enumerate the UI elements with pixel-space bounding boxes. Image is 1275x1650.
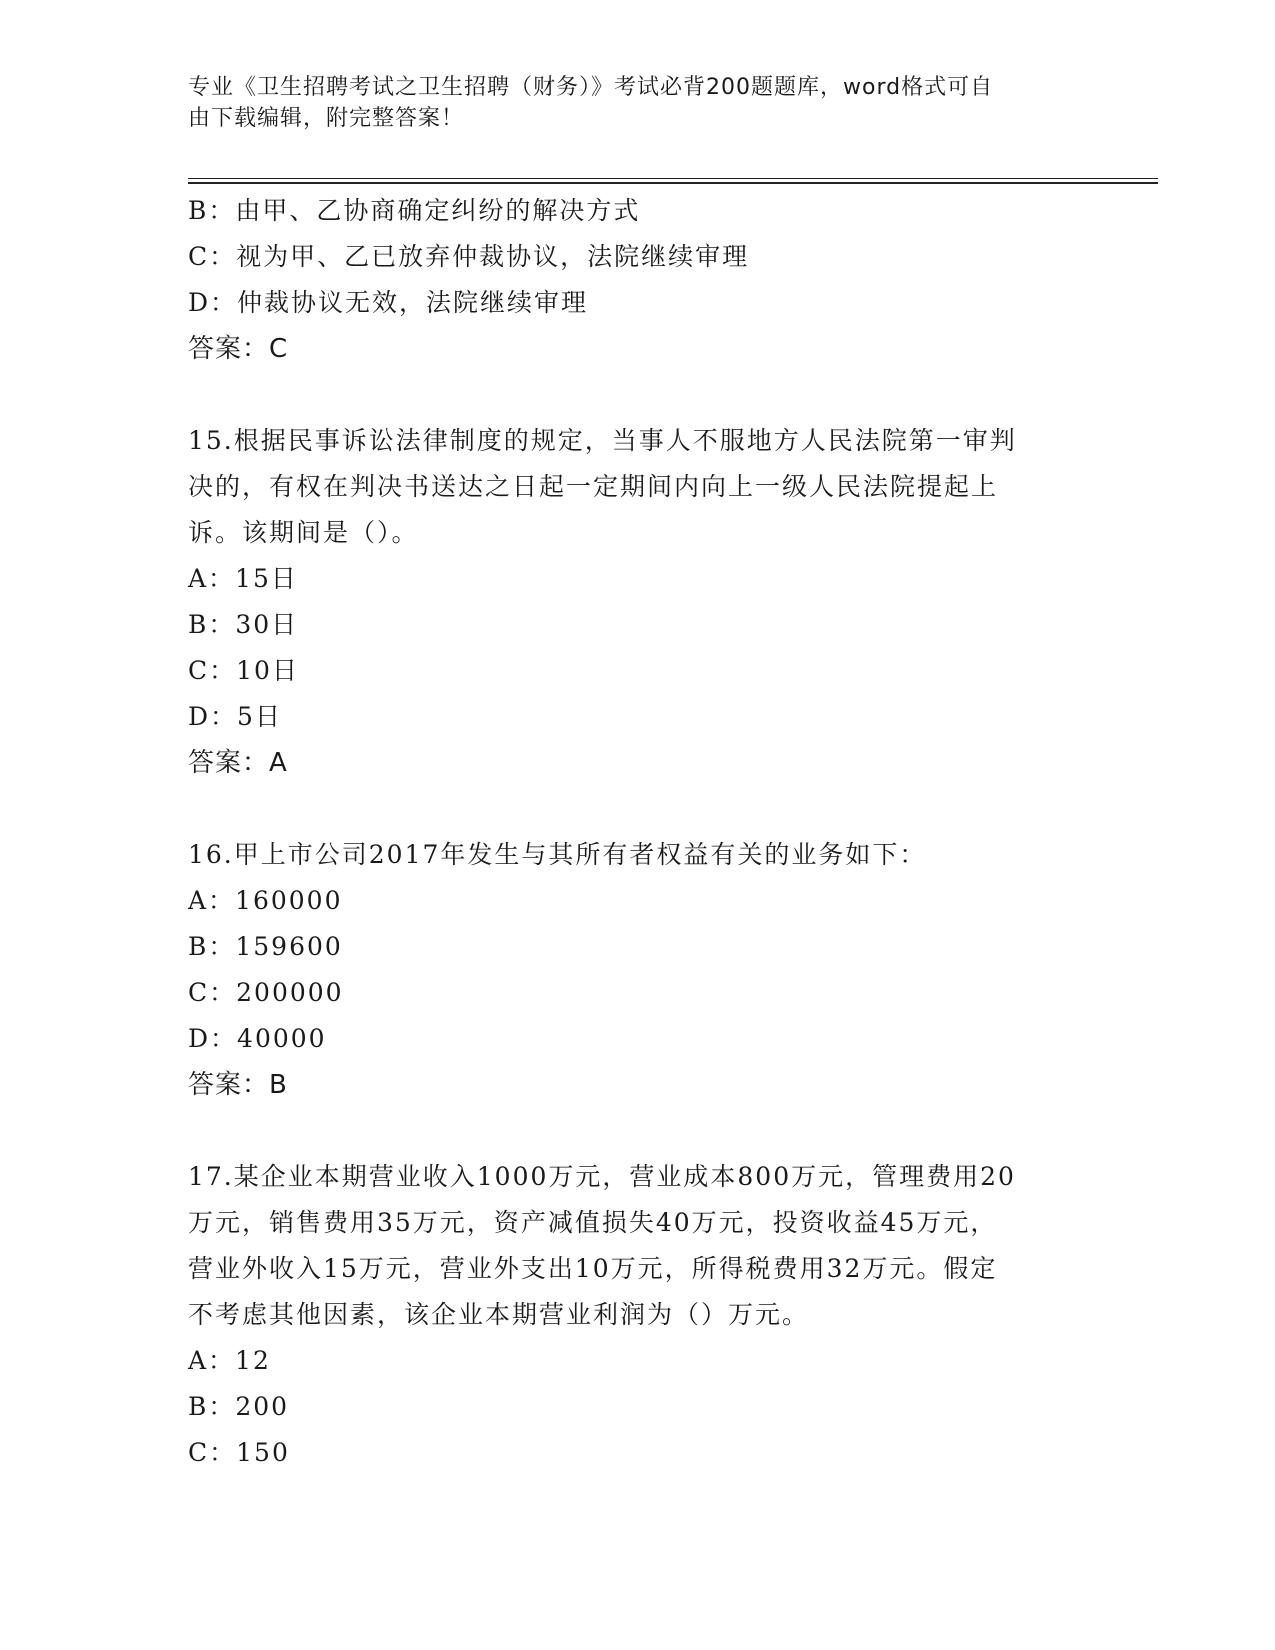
- question-17-block: [188, 1154, 1078, 1476]
- question-15-block: [188, 418, 1078, 786]
- header-divider-thick: [188, 182, 1158, 184]
- spacer: [188, 786, 1078, 832]
- answer: 答案：A: [188, 748, 288, 778]
- question-text-line: 万元，销售费用35万元，资产减值损失40万元，投资收益45万元，: [188, 1208, 998, 1237]
- option-c: C：150: [188, 1438, 290, 1467]
- question-16-block: [188, 832, 1078, 1108]
- question-text-line: 16.甲上市公司2017年发生与其所有者权益有关的业务如下：: [188, 840, 927, 869]
- answer: 答案：C: [188, 334, 289, 364]
- option-b: B：159600: [188, 932, 343, 961]
- question-14-block: [188, 188, 1078, 372]
- header-line-2: 由下载编辑，附完整答案！: [188, 106, 465, 131]
- option-d: D：40000: [188, 1024, 327, 1053]
- option-b: B：200: [188, 1392, 290, 1421]
- option-d: D：5日: [188, 702, 282, 731]
- spacer: [188, 372, 1078, 418]
- header-line-1: 专业《卫生招聘考试之卫生招聘（财务）》考试必背200题题库，word格式可自: [188, 75, 994, 100]
- question-text-line: 营业外收入15万元，营业外支出10万元，所得税费用32万元。假定: [188, 1254, 998, 1283]
- option-b: B：由甲、乙协商确定纠纷的解决方式: [188, 196, 641, 225]
- question-text-line: 不考虑其他因素，该企业本期营业利润为（）万元。: [188, 1300, 810, 1329]
- option-c: C：10日: [188, 656, 299, 685]
- answer: 答案：B: [188, 1070, 288, 1100]
- spacer: [188, 1108, 1078, 1154]
- option-d: D：仲裁协议无效，法院继续审理: [188, 288, 589, 317]
- option-b: B：30日: [188, 610, 299, 639]
- option-c: C：视为甲、乙已放弃仲裁协议，法院继续审理: [188, 242, 750, 271]
- question-text-line: 诉。该期间是（）。: [188, 518, 419, 547]
- document-header: [188, 72, 1068, 134]
- option-a: A：15日: [188, 564, 298, 593]
- question-text-line: 17.某企业本期营业收入1000万元，营业成本800万元，管理费用20: [188, 1162, 1016, 1191]
- option-c: C：200000: [188, 978, 344, 1007]
- header-divider-thin: [188, 178, 1158, 179]
- question-list: [188, 188, 1078, 1476]
- question-text-line: 决的，有权在判决书送达之日起一定期间内向上一级人民法院提起上: [188, 472, 999, 501]
- option-a: A：160000: [188, 886, 343, 915]
- option-a: A：12: [188, 1346, 271, 1375]
- question-text-line: 15.根据民事诉讼法律制度的规定，当事人不服地方人民法院第一审判: [188, 426, 1017, 455]
